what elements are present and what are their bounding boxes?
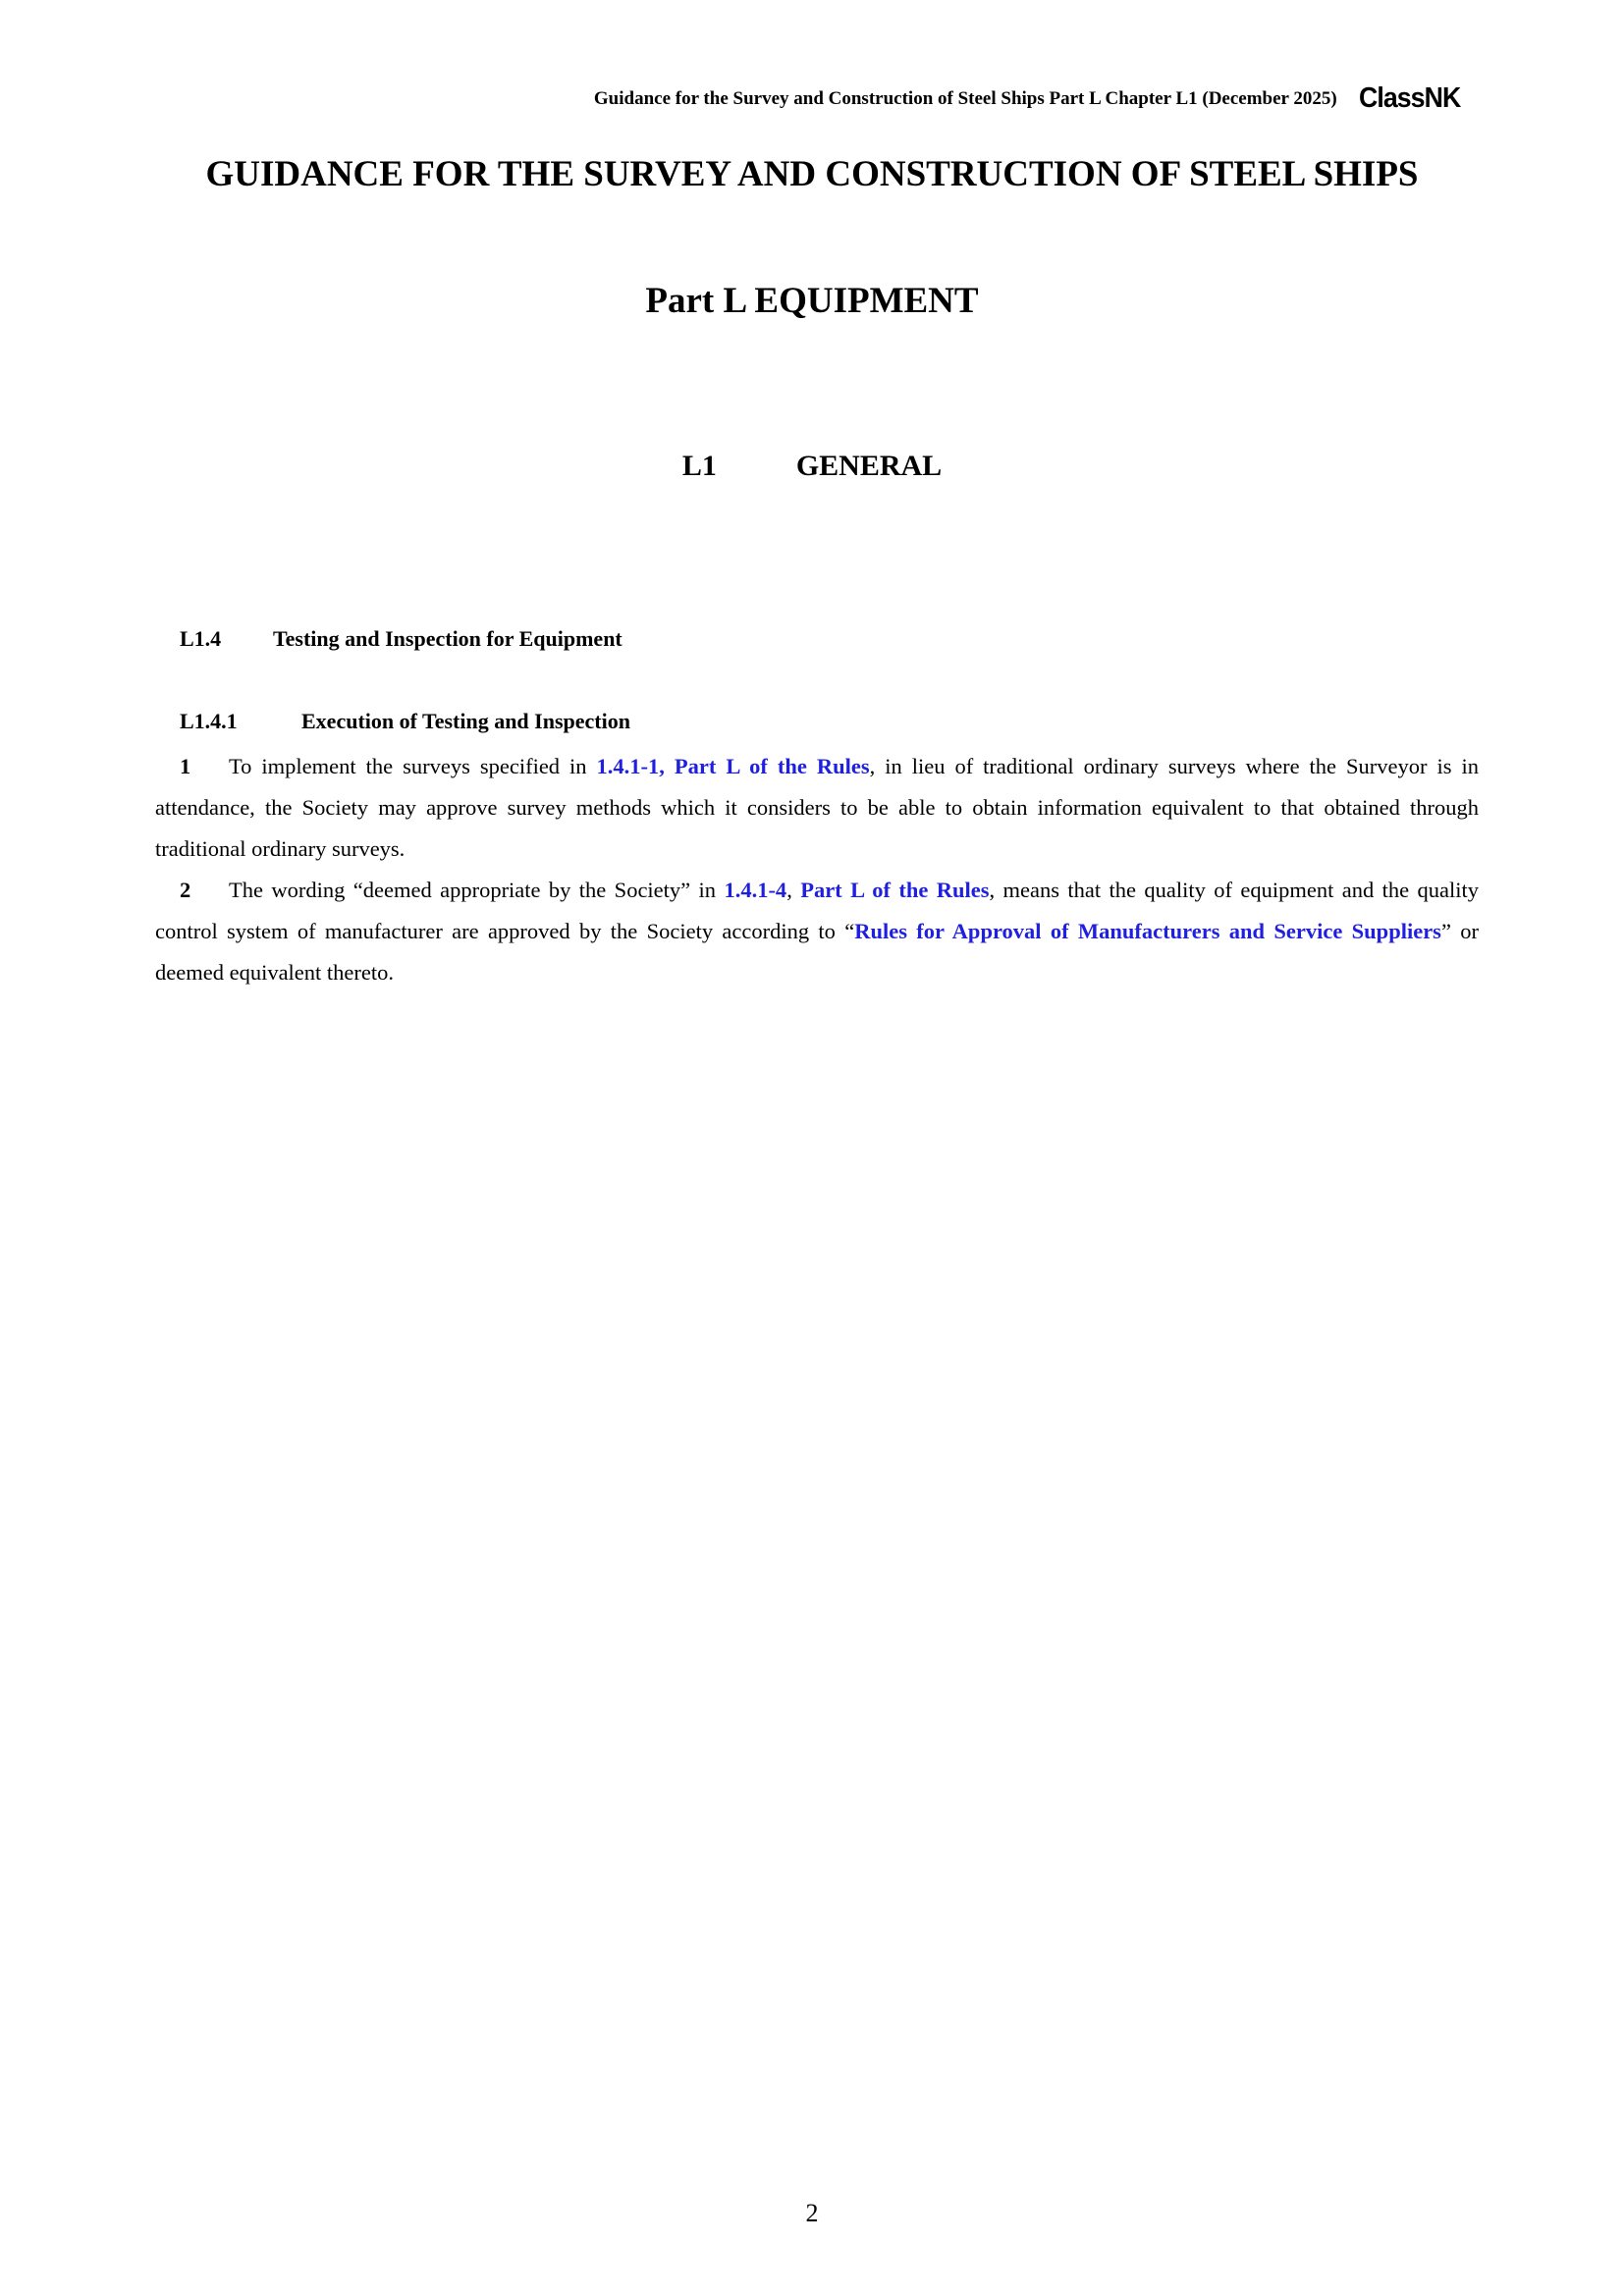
chapter-title: [0, 450, 1624, 483]
rule-link[interactable]: 1.4.1-4: [724, 878, 787, 902]
rule-link[interactable]: Part L of the Rules: [800, 878, 990, 902]
paragraph-text: ,: [786, 878, 801, 902]
document-title: GUIDANCE FOR THE SURVEY AND CONSTRUCTION OF STEEL SHIPS: [205, 154, 1419, 194]
section-number: L1.4: [180, 626, 222, 651]
body-text: [155, 746, 1479, 993]
paragraph-number: 1: [180, 754, 191, 778]
paragraph-text: , in lieu of traditional ordinary surveys where the Surveyor is in attendance, the Society may approve survey methods which it considers to be able to obtain information equivalent to that obtained through traditional ordinary surveys.: [155, 754, 1479, 861]
paragraph-text: ” or deemed equivalent thereto.: [155, 919, 1479, 985]
chapter-name: GENERAL: [795, 450, 943, 482]
rule-link[interactable]: 1.4.1-1, Part L of the Rules: [596, 754, 870, 778]
rules-document-link[interactable]: Rules for Approval of Manufacturers and Service Suppliers: [854, 919, 1441, 943]
paragraph-2: [155, 870, 1479, 993]
page-number: 2: [805, 2199, 819, 2227]
section-title: Testing and Inspection for Equipment: [273, 626, 623, 651]
subsection-number: L1.4.1: [180, 709, 238, 733]
part-title: Part L EQUIPMENT: [645, 281, 979, 321]
running-header-title: Guidance for the Survey and Construction of Steel Ships Part L Chapter L1 (December 2025): [593, 87, 1337, 109]
paragraph-text: , means that the quality of equipment and the quality control system of manufacturer are approved by the Society according to “: [155, 878, 1479, 943]
running-header: [594, 82, 1469, 115]
classnk-logo: ClassNK: [1358, 82, 1461, 114]
paragraph-1: [155, 746, 1479, 870]
paragraph-text: To implement the surveys specified in: [229, 754, 597, 778]
section-heading: [180, 626, 623, 652]
paragraph-number: 2: [180, 878, 191, 902]
chapter-number: L1: [681, 450, 717, 482]
subsection-title: Execution of Testing and Inspection: [301, 709, 630, 733]
subsection-heading: [180, 709, 630, 734]
paragraph-text: The wording “deemed appropriate by the Society” in: [229, 878, 725, 902]
